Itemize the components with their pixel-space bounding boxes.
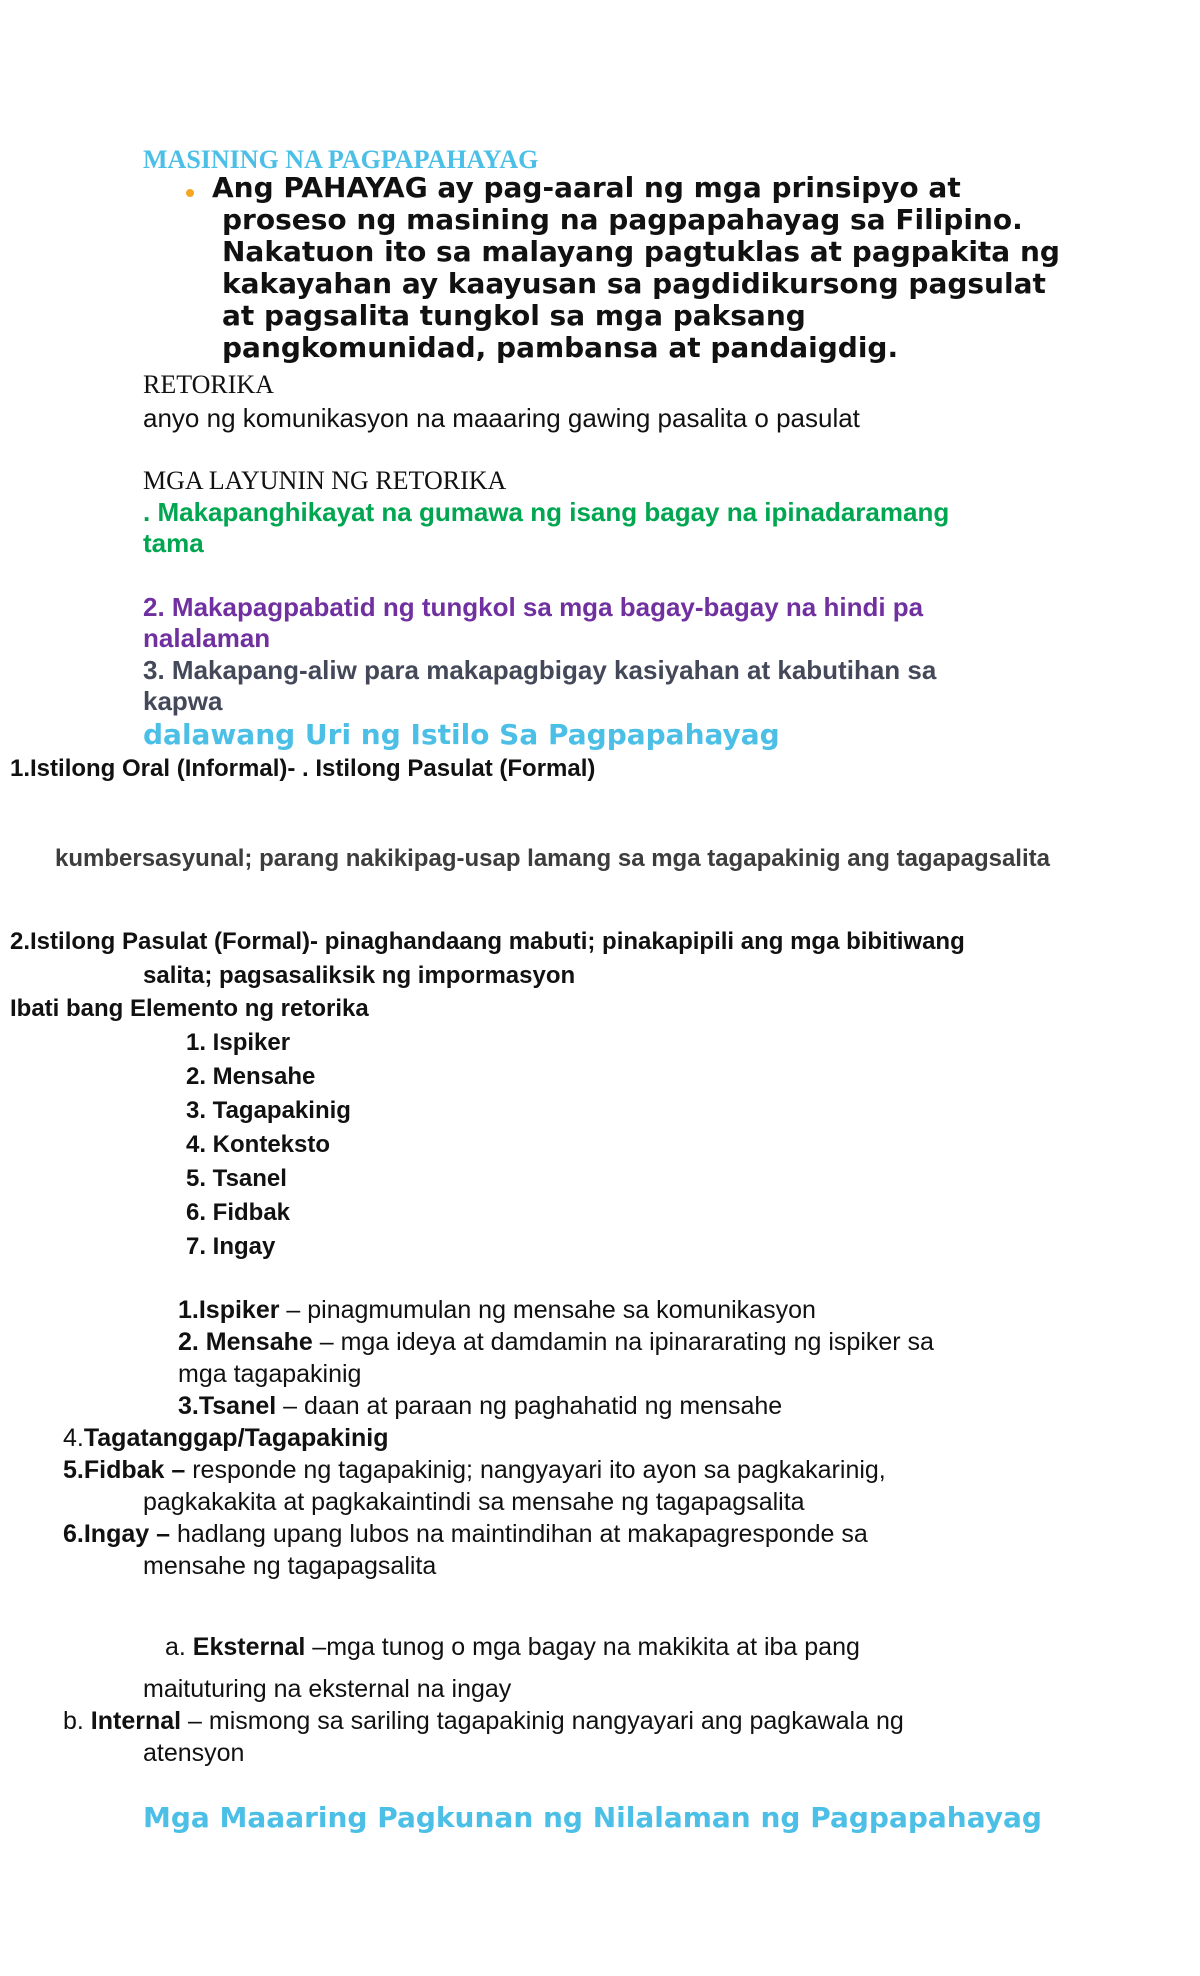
pahayag-line: kakayahan ay kaayusan sa pagdidikursong pagsulat (222, 267, 1046, 300)
eksternal-prefix: a. (165, 1633, 193, 1661)
def-ingay-cont: mensahe ng tagapagsalita (143, 1552, 437, 1580)
def-mensahe (178, 1328, 934, 1357)
pahayag-line: proseso ng masining na pagpapahayag sa Filipino. (222, 203, 1023, 236)
def-tagatanggap (63, 1424, 389, 1453)
term-fidbak: 5.Fidbak – (63, 1456, 193, 1484)
layunin-heading: MGA LAYUNIN NG RETORIKA (143, 466, 507, 495)
elemento-item: 2. Mensahe (186, 1063, 316, 1090)
pahayag-line: pangkomunidad, pambansa at pandaigdig. (222, 331, 899, 364)
layunin-item-3-cont: kapwa (143, 686, 223, 716)
def-ingay-text: hadlang upang lubos na maintindihan at makapagresponde sa (176, 1520, 868, 1548)
term-tagatanggap: Tagatanggap/Tagapakinig (83, 1424, 389, 1452)
term-ingay: 6.Ingay – (63, 1520, 177, 1548)
internal-text: – mismong sa sariling tagapakinig nangyayari ang pagkawala ng (181, 1707, 904, 1735)
retorika-definition: anyo ng komunikasyon na maaaring gawing pasalita o pasulat (143, 403, 860, 433)
istilo-heading: dalawang Uri ng Istilo Sa Pagpapahayag (143, 718, 780, 751)
internal-prefix: b. (63, 1707, 91, 1735)
istilo-pasulat-cont: salita; pagsasaliksik ng impormasyon (143, 962, 576, 989)
term-eksternal: Eksternal (192, 1633, 306, 1661)
layunin-item-3: 3. Makapang-aliw para makapagbigay kasiyahan at kabutihan sa (143, 655, 937, 685)
pahayag-line: at pagsalita tungkol sa mga paksang (222, 299, 806, 332)
ingay-eksternal-cont: maituturing na eksternal na ingay (143, 1675, 512, 1703)
istilo-oral-line: 1.Istilong Oral (Informal)- . Istilong Pasulat (Formal) (10, 755, 596, 782)
term-ispiker: 1.Ispiker (178, 1296, 280, 1324)
page-title: MASINING NA PAGPAPAHAYAG (143, 145, 539, 174)
def-ispiker-text: – pinagmumulan ng mensahe sa komunikasyon (279, 1296, 816, 1324)
def-tsanel (178, 1392, 782, 1421)
layunin-item-1: . Makapanghikayat na gumawa ng isang bagay na ipinadaramang (143, 497, 950, 527)
elemento-item: 3. Tagapakinig (186, 1097, 351, 1124)
ingay-internal-cont: atensyon (143, 1739, 245, 1767)
elemento-item: 1. Ispiker (186, 1029, 291, 1056)
elemento-heading: Ibati bang Elemento ng retorika (10, 995, 369, 1022)
pahayag-paragraph (212, 172, 1092, 364)
pahayag-line: Nakatuon ito sa malayang pagtuklas at pagpakita ng (222, 235, 1060, 268)
def-mensahe-text: – mga ideya at damdamin na ipinararating ng ispiker sa (312, 1328, 934, 1356)
term-internal: Internal (90, 1707, 182, 1735)
ingay-eksternal (165, 1633, 860, 1662)
layunin-item-1-cont: tama (143, 528, 204, 558)
layunin-item-2: 2. Makapagpabatid ng tungkol sa mga bagay-bagay na hindi pa (143, 592, 924, 622)
def-fidbak (63, 1456, 886, 1485)
elemento-item: 6. Fidbak (186, 1199, 291, 1226)
term-tsanel: 3.Tsanel (178, 1392, 277, 1420)
def-ispiker (178, 1296, 816, 1325)
tagatanggap-number: 4. (63, 1424, 84, 1452)
footer-heading: Mga Maaaring Pagkunan ng Nilalaman ng Pagpapahayag (143, 1801, 1042, 1834)
istilo-oral-description: kumbersasyunal; parang nakikipag-usap lamang sa mga tagapakinig ang tagapagsalita (55, 845, 1050, 872)
retorika-heading: RETORIKA (143, 370, 274, 399)
eksternal-text: –mga tunog o mga bagay na makikita at iba pang (305, 1633, 860, 1661)
elemento-item: 7. Ingay (186, 1233, 276, 1260)
def-ingay (63, 1520, 868, 1549)
def-fidbak-cont: pagkakakita at pagkakaintindi sa mensahe ng tagapagsalita (143, 1488, 805, 1516)
layunin-item-2-cont: nalalaman (143, 623, 271, 653)
istilo-pasulat-line: 2.Istilong Pasulat (Formal)- pinaghandaang mabuti; pinakapipili ang mga bibitiwang (10, 928, 965, 955)
def-mensahe-cont: mga tagapakinig (178, 1360, 362, 1388)
term-mensahe: 2. Mensahe (178, 1328, 313, 1356)
elemento-item: 5. Tsanel (186, 1165, 287, 1192)
ingay-internal (63, 1707, 904, 1736)
elemento-item: 4. Konteksto (186, 1131, 331, 1158)
bullet-dot-icon (186, 189, 194, 197)
pahayag-line: Ang PAHAYAG ay pag-aaral ng mga prinsipyo at (212, 171, 961, 204)
def-fidbak-text: responde ng tagapakinig; nangyayari ito ayon sa pagkakarinig, (192, 1456, 886, 1484)
def-tsanel-text: – daan at paraan ng paghahatid ng mensahe (276, 1392, 783, 1420)
